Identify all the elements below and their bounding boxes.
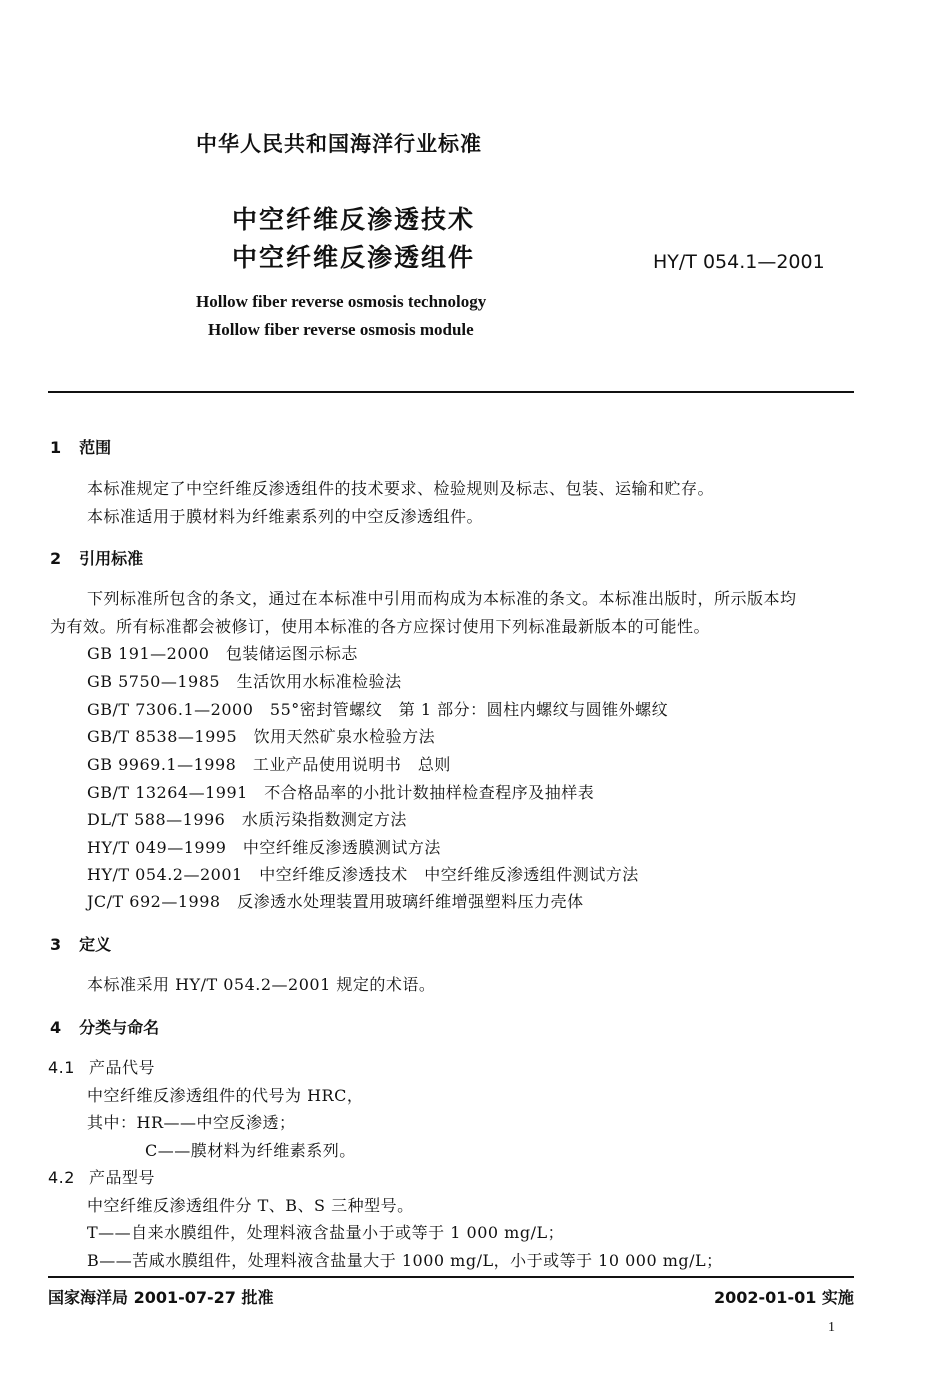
subsection-4-1-line3: C——膜材料为纤维素系列。 (145, 1141, 356, 1160)
agency-title: 中华人民共和国海洋行业标准 (196, 132, 482, 156)
section-3-heading (50, 932, 111, 955)
section-number: 3 (50, 935, 62, 954)
section-title: 范围 (79, 438, 112, 457)
section-3-text: 本标准采用 HY/T 054.2—2001 规定的术语。 (87, 975, 436, 994)
section-1-paragraph-2: 本标准适用于膜材料为纤维素系列的中空反渗透组件。 (87, 507, 484, 526)
reference-item: JC/T 692—1998 反渗透水处理装置用玻璃纤维增强塑料压力壳体 (87, 892, 584, 911)
english-title-line2: Hollow fiber reverse osmosis module (208, 320, 474, 339)
english-title-line1: Hollow fiber reverse osmosis technology (196, 292, 487, 311)
section-2-intro-line1: 下列标准所包含的条文，通过在本标准中引用而构成为本标准的条文。本标准出版时，所示版本均 (87, 589, 797, 608)
approval-date: 国家海洋局 2001-07-27 批准 (48, 1288, 274, 1307)
section-4-heading (50, 1015, 159, 1038)
subsection-number: 4.2 (48, 1168, 75, 1187)
subsection-number: 4.1 (48, 1058, 75, 1077)
section-number: 1 (50, 438, 62, 457)
standard-number: HY/T 054.1—2001 (653, 251, 825, 273)
reference-item: HY/T 049—1999 中空纤维反渗透膜测试方法 (87, 838, 441, 857)
page-number: 1 (828, 1320, 835, 1335)
reference-item: HY/T 054.2—2001 中空纤维反渗透技术 中空纤维反渗透组件测试方法 (87, 865, 639, 884)
reference-item: GB 191—2000 包装储运图示标志 (87, 644, 358, 663)
section-2-heading (50, 546, 143, 569)
subsection-4-1-heading (48, 1055, 155, 1078)
header-divider (48, 391, 854, 393)
section-2-intro-line2: 为有效。所有标准都会被修订，使用本标准的各方应探讨使用下列标准最新版本的可能性。 (50, 617, 711, 636)
section-1-heading (50, 435, 111, 458)
reference-item: GB/T 8538—1995 饮用天然矿泉水检验方法 (87, 727, 436, 746)
section-number: 4 (50, 1018, 62, 1037)
section-title: 定义 (79, 935, 112, 954)
subsection-title: 产品代号 (88, 1058, 155, 1077)
subsection-4-2-line3: B——苦咸水膜组件，处理料液含盐量大于 1000 mg/L，小于或等于 10 000 mg/L； (87, 1251, 723, 1270)
reference-item: GB/T 13264—1991 不合格品率的小批计数抽样检查程序及抽样表 (87, 783, 595, 802)
subsection-4-1-line2: 其中：HR——中空反渗透； (87, 1113, 296, 1132)
subsection-4-2-line2: T——自来水膜组件，处理料液含盐量小于或等于 1 000 mg/L； (87, 1223, 565, 1242)
reference-item: DL/T 588—1996 水质污染指数测定方法 (87, 810, 407, 829)
document-title-line2: 中空纤维反渗透组件 (232, 243, 476, 272)
section-title: 分类与命名 (79, 1018, 160, 1037)
implementation-date: 2002-01-01 实施 (714, 1288, 854, 1307)
section-1-paragraph-1: 本标准规定了中空纤维反渗透组件的技术要求、检验规则及标志、包装、运输和贮存。 (87, 479, 715, 498)
document-title-line1: 中空纤维反渗透技术 (232, 205, 476, 234)
section-number: 2 (50, 549, 62, 568)
subsection-title: 产品型号 (88, 1168, 155, 1187)
subsection-4-1-line1: 中空纤维反渗透组件的代号为 HRC， (87, 1086, 364, 1105)
reference-item: GB 5750—1985 生活饮用水标准检验法 (87, 672, 402, 691)
footer-divider (48, 1276, 854, 1278)
reference-item: GB/T 7306.1—2000 55°密封管螺纹 第 1 部分：圆柱内螺纹与圆锥外螺纹 (87, 700, 669, 719)
reference-item: GB 9969.1—1998 工业产品使用说明书 总则 (87, 755, 451, 774)
subsection-4-2-line1: 中空纤维反渗透组件分 T、B、S 三种型号。 (87, 1196, 414, 1215)
section-title: 引用标准 (79, 549, 144, 568)
subsection-4-2-heading (48, 1165, 155, 1188)
